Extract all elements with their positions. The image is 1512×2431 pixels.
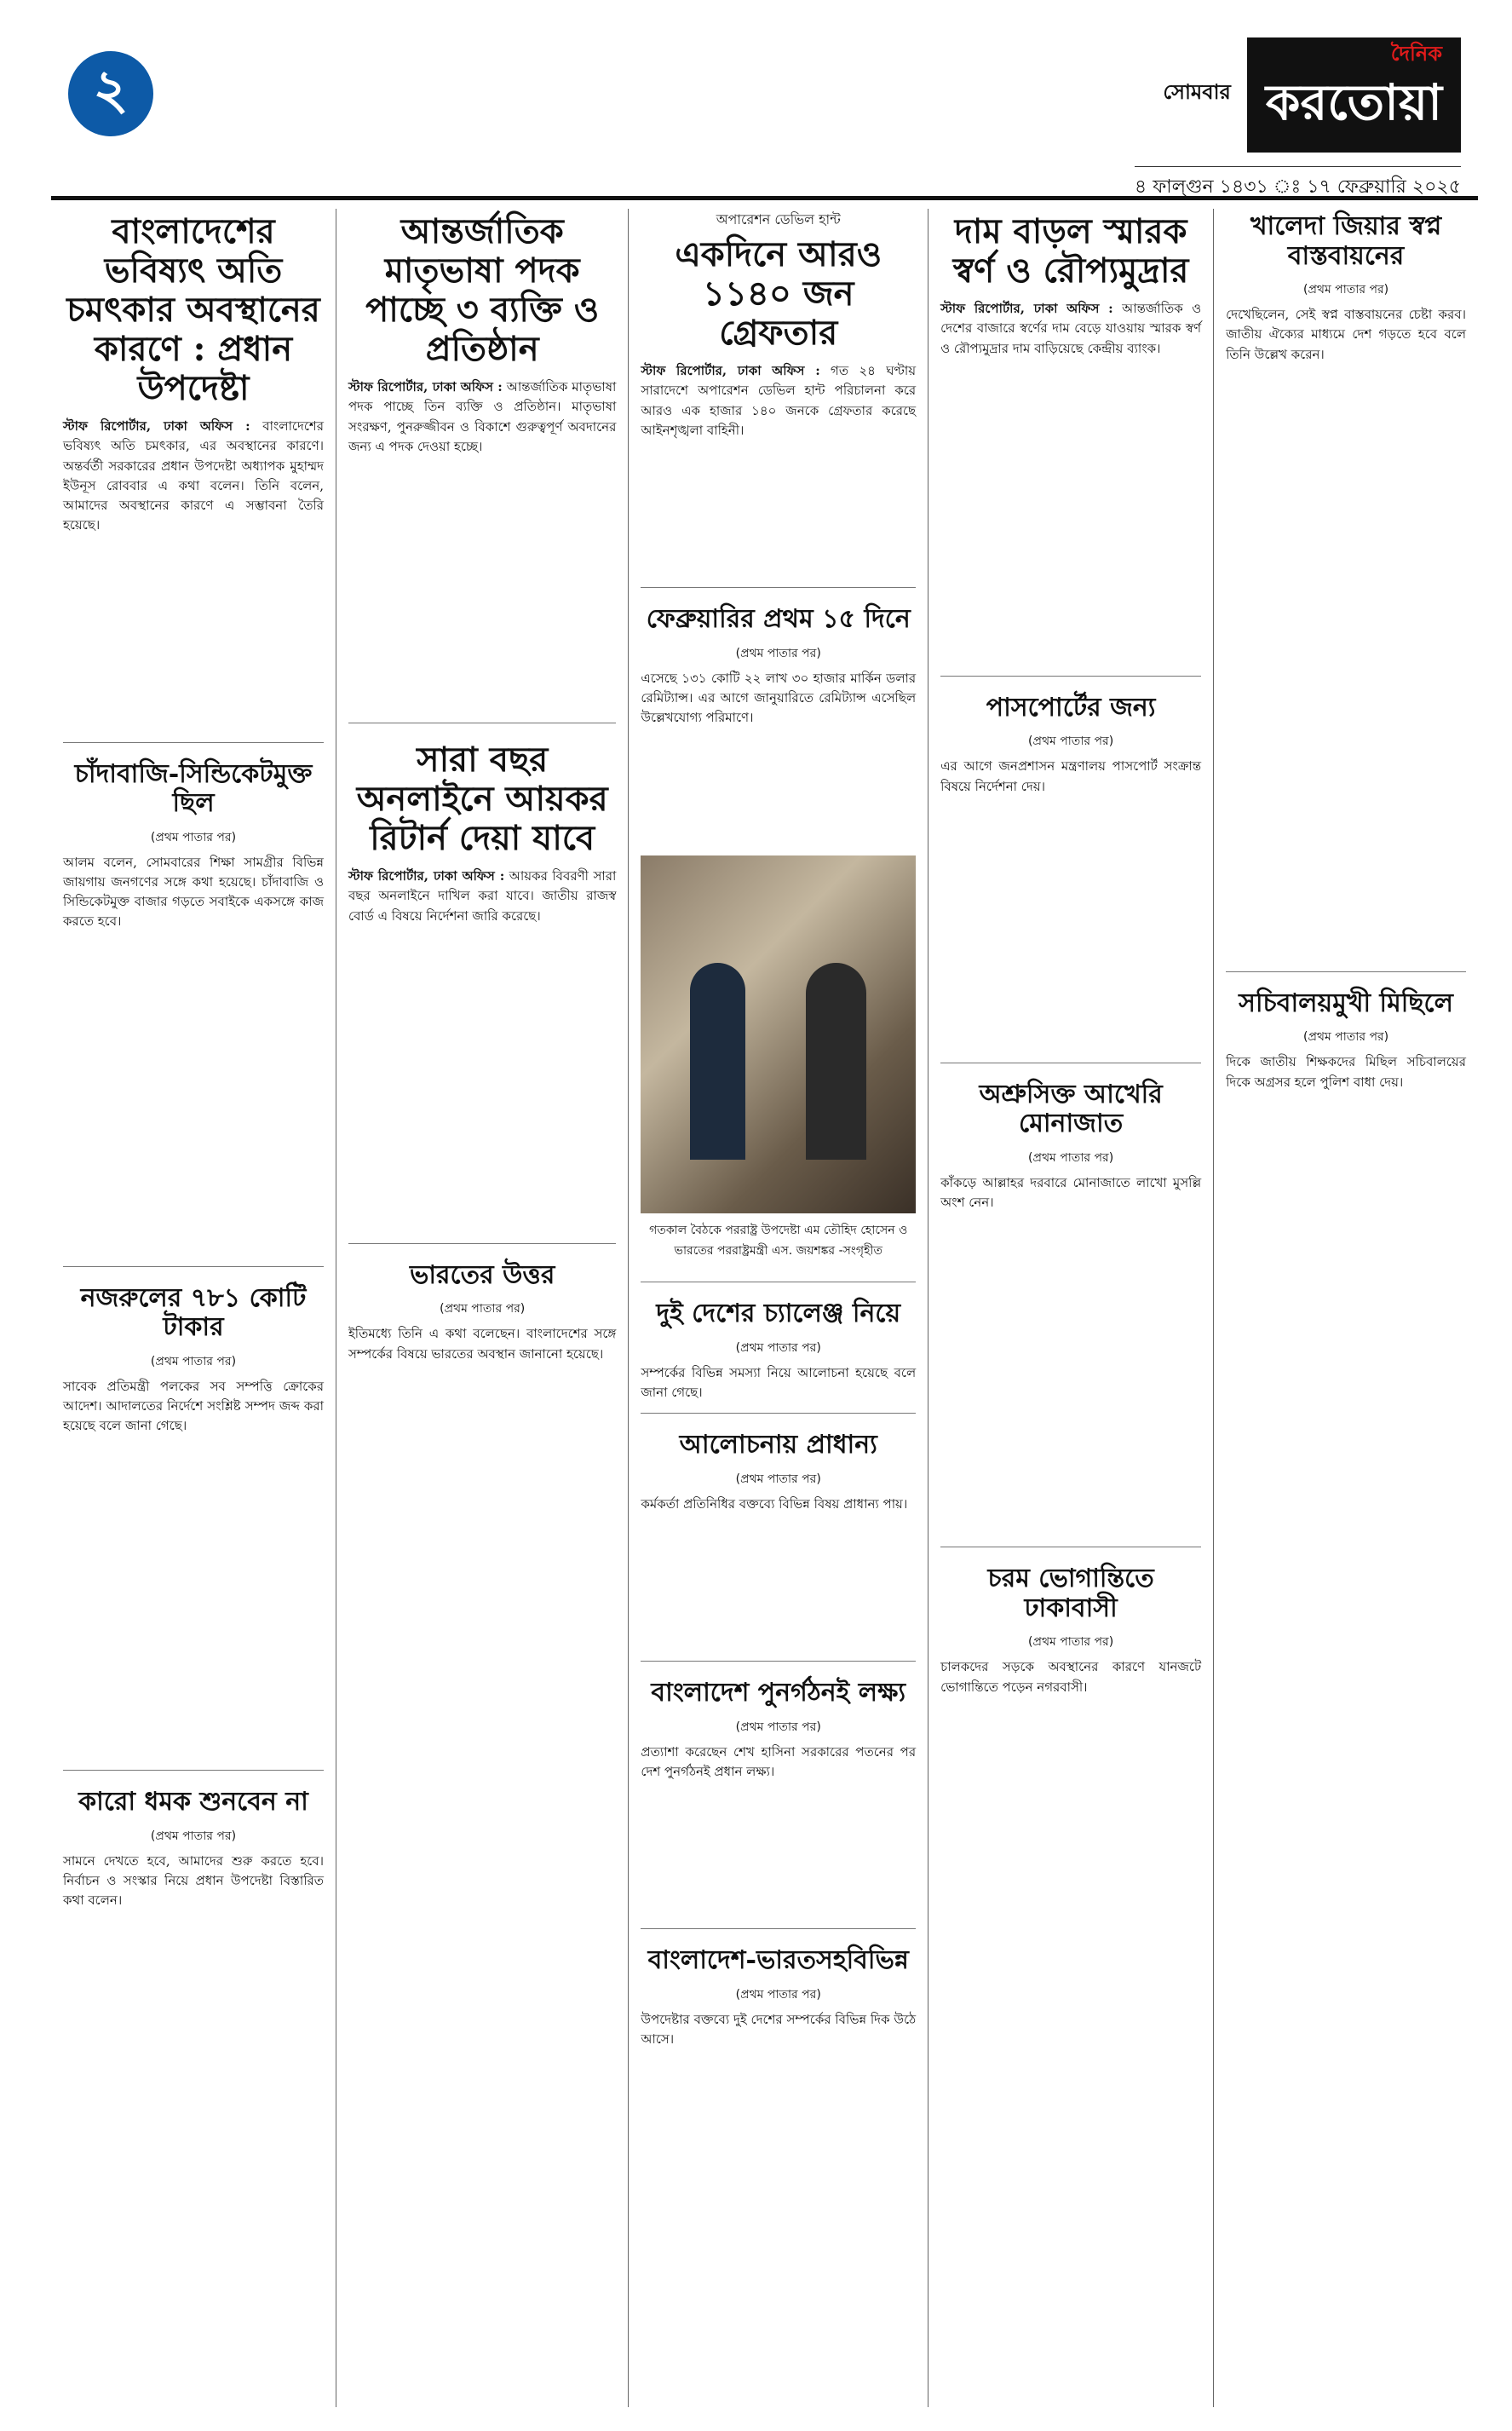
page-number-badge: ২ [68, 51, 153, 136]
continued-note: (প্রথম পাতার পর) [735, 646, 821, 660]
article-text: আন্তর্জাতিক মাতৃভাষা পদক পাচ্ছে তিন ব্যক্তি ও প্রতিষ্ঠান। মাতৃভাষা সংরক্ষণ, পুনরুজ্জীবন ও বিকাশে গুরুত্বপূর্ণ অবদানের জন্য এ পদক দেওয়া হচ্ছে। [348, 379, 617, 454]
text-block-placeholder [348, 926, 616, 1233]
story-matribhasha-padak[interactable] [348, 212, 616, 723]
dateline: স্টাফ রিপোর্টার, ঢাকা অফিস : [641, 363, 820, 378]
text-block-placeholder [641, 1782, 916, 1918]
story-chandabaji[interactable] [63, 760, 324, 1267]
headline[interactable]: সারা বছর অনলাইনে আয়কর রিটার্ন দেয়া যাবে [356, 740, 608, 858]
continued-note: (প্রথম পাতার পর) [440, 1302, 526, 1316]
story-india-response[interactable] [348, 1261, 616, 1886]
dateline: স্টাফ রিপোর্টার, ঢাকা অফিস : [63, 418, 250, 434]
meeting-photo [641, 855, 916, 1213]
newspaper-logo-title: করতোয়া [1265, 73, 1442, 132]
story-future-bangladesh[interactable] [63, 212, 324, 743]
text-block-placeholder [641, 1514, 916, 1650]
article-text: আলম বলেন, সোমবারের শিক্ষা সামগ্রীর বিভিন্ন জায়গায় জনগণের সঙ্গে কথা হয়েছে। চাঁদাবাজি ও সিন্ডিকেটমুক্ত বাজার গড়তে সবাইকে একসঙ্গে কাজ করতে হবে। [63, 854, 324, 930]
story-discussion-priority[interactable] [641, 1431, 916, 1662]
continued-note: (প্রথম পাতার পর) [735, 1340, 821, 1355]
newspaper-logo-small: দৈনিক [1390, 41, 1442, 66]
masthead-date: ৪ ফাল্গুন ১৪৩১ ঃ ১৭ ফেব্রুয়ারি ২০২৫ [1135, 166, 1461, 204]
headline[interactable]: ফেব্রুয়ারির প্রথম ১৫ দিনে [646, 604, 911, 634]
text-block-placeholder [641, 441, 916, 577]
article-text: কাঁকড়ে আল্লাহর দরবারে মোনাজাতে লাখো মুসল্লি অংশ নেন। [940, 1174, 1202, 1210]
article-text: ইতিমধ্যে তিনি এ কথা বলেছেন। বাংলাদেশের সঙ্গে সম্পর্কের বিষয়ে ভারতের অবস্থান জানানো হয়েছে। [348, 1326, 617, 1362]
columns-grid [51, 209, 1478, 2407]
article-text: দিকে জাতীয় শিক্ষকদের মিছিল সচিবালয়ের দিকে অগ্রসর হলে পুলিশ বাধা দেয়। [1226, 1054, 1466, 1090]
article-body [348, 377, 616, 457]
story-karo-dhamak[interactable] [63, 1788, 324, 1921]
headline[interactable]: পাসপোর্টের জন্য [986, 692, 1156, 723]
kicker: অপারেশন ডেভিল হান্ট [716, 211, 841, 228]
story-income-tax-online[interactable] [348, 740, 616, 1244]
dateline: স্টাফ রিপোর্টার, ঢাকা অফিস : [348, 868, 505, 884]
headline[interactable]: চাঁদাবাজি-সিন্ডিকেটমুক্ত ছিল [74, 758, 313, 818]
article-text: চালকদের সড়কে অবস্থানের কারণে যানজটে ভোগান্তিতে পড়েন নগরবাসী। [940, 1659, 1202, 1695]
story-gold-coin[interactable] [940, 212, 1201, 677]
headline[interactable]: সচিবালয়মুখী মিছিলে [1239, 988, 1453, 1018]
headline[interactable]: আলোচনায় প্রাধান্য [679, 1430, 877, 1460]
story-rebuild-bangladesh[interactable] [641, 1679, 916, 1929]
story-akheri-munajat[interactable] [940, 1080, 1201, 1548]
continued-note: (প্রথম পাতার পর) [1028, 1635, 1114, 1650]
continued-note: (প্রথম পাতার পর) [1028, 734, 1114, 749]
headline[interactable]: দাম বাড়ল স্মারক স্বর্ণ ও রৌপ্যমুদ্রার [952, 211, 1189, 291]
continued-note: (প্রথম পাতার পর) [150, 1354, 237, 1368]
article-text: প্রত্যাশা করেছেন শেখ হাসিনা সরকারের পতনের পর দেশ পুনর্গঠনই প্রধান লক্ষ্য। [641, 1743, 917, 1779]
continued-note: (প্রথম পাতার পর) [735, 1987, 821, 2002]
story-secretariat-march[interactable] [1226, 989, 1466, 1869]
column-1 [51, 209, 336, 2407]
headline[interactable]: অশ্রুসিক্ত আখেরি মোনাজাত [979, 1079, 1163, 1139]
article-body [940, 299, 1201, 359]
continued-note: (প্রথম পাতার পর) [1028, 1150, 1114, 1165]
text-block-placeholder [63, 932, 324, 1256]
headline[interactable]: বাংলাদেশ-ভারতসহবিভিন্ন [647, 1945, 909, 1975]
article-text: আয়কর বিবরণী সারা বছর অনলাইনে দাখিল করা যাবে। জাতীয় রাজস্ব বোর্ড এ বিষয়ে নির্দেশনা জারি করেছে। [348, 868, 617, 924]
story-nazrul[interactable] [63, 1284, 324, 1771]
dateline: স্টাফ রিপোর্টার, ঢাকা অফিস : [348, 379, 503, 395]
newspaper-logo [1247, 37, 1461, 153]
article-text: সামনে দেখতে হবে, আমাদের শুরু করতে হবে। নির্বাচন ও সংস্কার নিয়ে প্রধান উপদেষ্টা বিস্তারিত কথা বলেন। [63, 1852, 324, 1909]
article-text: গত ২৪ ঘণ্টায় সারাদেশে অপারেশন ডেভিল হান্ট পরিচালনা করে আরও এক হাজার ১৪০ জনকে গ্রেফতার করেছে আইনশৃঙ্খলা বাহিনী। [641, 363, 917, 438]
text-block-placeholder [940, 797, 1201, 1052]
dateline: স্টাফ রিপোর্টার, ঢাকা অফিস : [940, 301, 1113, 316]
article-text: সাবেক প্রতিমন্ত্রী পলকের সব সম্পত্তি ক্রোকের আদেশ। আদালতের নির্দেশে সংশ্লিষ্ট সম্পদ জব্দ করা হয়েছে বলে জানা গেছে। [63, 1378, 324, 1433]
text-block-placeholder [940, 1213, 1201, 1536]
text-block-placeholder [1226, 1092, 1466, 1859]
headline[interactable]: নজরুলের ৭৮১ কোটি টাকার [80, 1282, 307, 1342]
column-4 [928, 209, 1214, 2407]
headline[interactable]: ভারতের উত্তর [409, 1259, 555, 1290]
brand-block [1135, 37, 1461, 204]
column-3 [629, 209, 928, 2407]
headline[interactable]: দুই দেশের চ্যালেঞ্জ নিয়ে [656, 1299, 901, 1329]
story-khaleda-zia[interactable] [1226, 212, 1466, 972]
story-two-country-challenge[interactable] [641, 1299, 916, 1414]
continued-note: (প্রথম পাতার পর) [735, 1472, 821, 1486]
headline[interactable]: বাংলাদেশ পুনর্গঠনই লক্ষ্য [651, 1678, 906, 1708]
article-body [641, 361, 916, 441]
article-text: এসেছে ১৩১ কোটি ২২ লাখ ৩০ হাজার মার্কিন ডলার রেমিট্যান্স। এর আগে জানুয়ারিতে রেমিট্যান্স এসেছিল উল্লেখযোগ্য পরিমাণে। [641, 670, 917, 725]
masthead [51, 26, 1478, 200]
text-block-placeholder [63, 1436, 324, 1760]
story-february-remittance[interactable] [641, 605, 916, 1282]
continued-note: (প্রথম পাতার পর) [150, 1829, 237, 1843]
article-text: বাংলাদেশের ভবিষ্যৎ অতি চমৎকার, এর অবস্থানের কারণে। অন্তর্বর্তী সরকারের প্রধান উপদেষ্টা অধ্যাপক মুহাম্মদ ইউনূস রোববার এ কথা বলেন। তিনি বলেন, আমাদের অবস্থানের কারণে এ সম্ভাবনা তৈরি হয়েছে। [63, 418, 324, 533]
headline[interactable]: বাংলাদেশের ভবিষ্যৎ অতি চমৎকার অবস্থানের কারণে : প্রধান উপদেষ্টা [66, 211, 320, 408]
headline[interactable]: কারো ধমক শুনবেন না [78, 1787, 308, 1817]
text-block-placeholder [1226, 365, 1466, 961]
article-text: কর্মকর্তা প্রতিনিধির বক্তব্যে বিভিন্ন বিষয় প্রাধান্য পায়। [641, 1495, 908, 1512]
continued-note: (প্রথম পাতার পর) [1302, 283, 1389, 297]
story-bangladesh-india[interactable] [641, 1946, 916, 2059]
text-block-placeholder [63, 536, 324, 732]
masthead-day: সোমবার [1163, 80, 1231, 105]
headline[interactable]: আন্তর্জাতিক মাতৃভাষা পদক পাচ্ছে ৩ ব্যক্তি ও প্রতিষ্ঠান [365, 211, 600, 369]
headline[interactable]: খালেদা জিয়ার স্বপ্ন বাস্তবায়নের [1250, 211, 1442, 271]
story-dhaka-suffering[interactable] [940, 1564, 1201, 1708]
photo-caption: গতকাল বৈঠকে পররাষ্ট্র উপদেষ্টা এম তৌহিদ হোসেন ও ভারতের পররাষ্ট্রমন্ত্রী এস. জয়শঙ্কর -সংগৃহীত [649, 1224, 908, 1259]
text-block-placeholder [348, 457, 616, 712]
article-body [63, 417, 324, 536]
story-devil-hunt[interactable] [641, 209, 916, 588]
article-text: দেখেছিলেন, সেই স্বপ্ন বাস্তবায়নের চেষ্টা করব। জাতীয় ঐক্যের মাধ্যমে দেশ গড়তে হবে বলে তিনি উল্লেখ করেন। [1226, 307, 1466, 362]
continued-note: (প্রথম পাতার পর) [1302, 1030, 1389, 1045]
column-2 [336, 209, 629, 2407]
text-block-placeholder [641, 728, 916, 847]
story-passport[interactable] [940, 694, 1201, 1063]
article-text: আন্তর্জাতিক ও দেশের বাজারে স্বর্ণের দাম বেড়ে যাওয়ায় স্মারক স্বর্ণ ও রৌপ্যমুদ্রার দাম বাড়িয়েছে কেন্দ্রীয় ব্যাংক। [940, 301, 1202, 356]
article-text: সম্পর্কের বিভিন্ন সমস্যা নিয়ে আলোচনা হয়েছে বলে জানা গেছে। [641, 1364, 917, 1400]
continued-note: (প্রথম পাতার পর) [150, 830, 237, 844]
text-block-placeholder [940, 359, 1201, 665]
continued-note: (প্রথম পাতার পর) [735, 1720, 821, 1734]
article-body [348, 867, 616, 926]
headline[interactable]: চরম ভোগান্তিতে ঢাকাবাসী [987, 1564, 1154, 1623]
text-block-placeholder [348, 1364, 616, 1875]
article-text: এর আগে জনপ্রশাসন মন্ত্রণালয় পাসপোর্ট সংক্রান্ত বিষয়ে নির্দেশনা দেয়। [940, 758, 1202, 794]
article-text: উপদেষ্টার বক্তব্যে দুই দেশের সম্পর্কের বিভিন্ন দিক উঠে আসে। [641, 2011, 917, 2047]
headline[interactable]: একদিনে আরও ১১৪০ জন গ্রেফতার [675, 234, 882, 353]
column-5 [1214, 209, 1478, 2407]
